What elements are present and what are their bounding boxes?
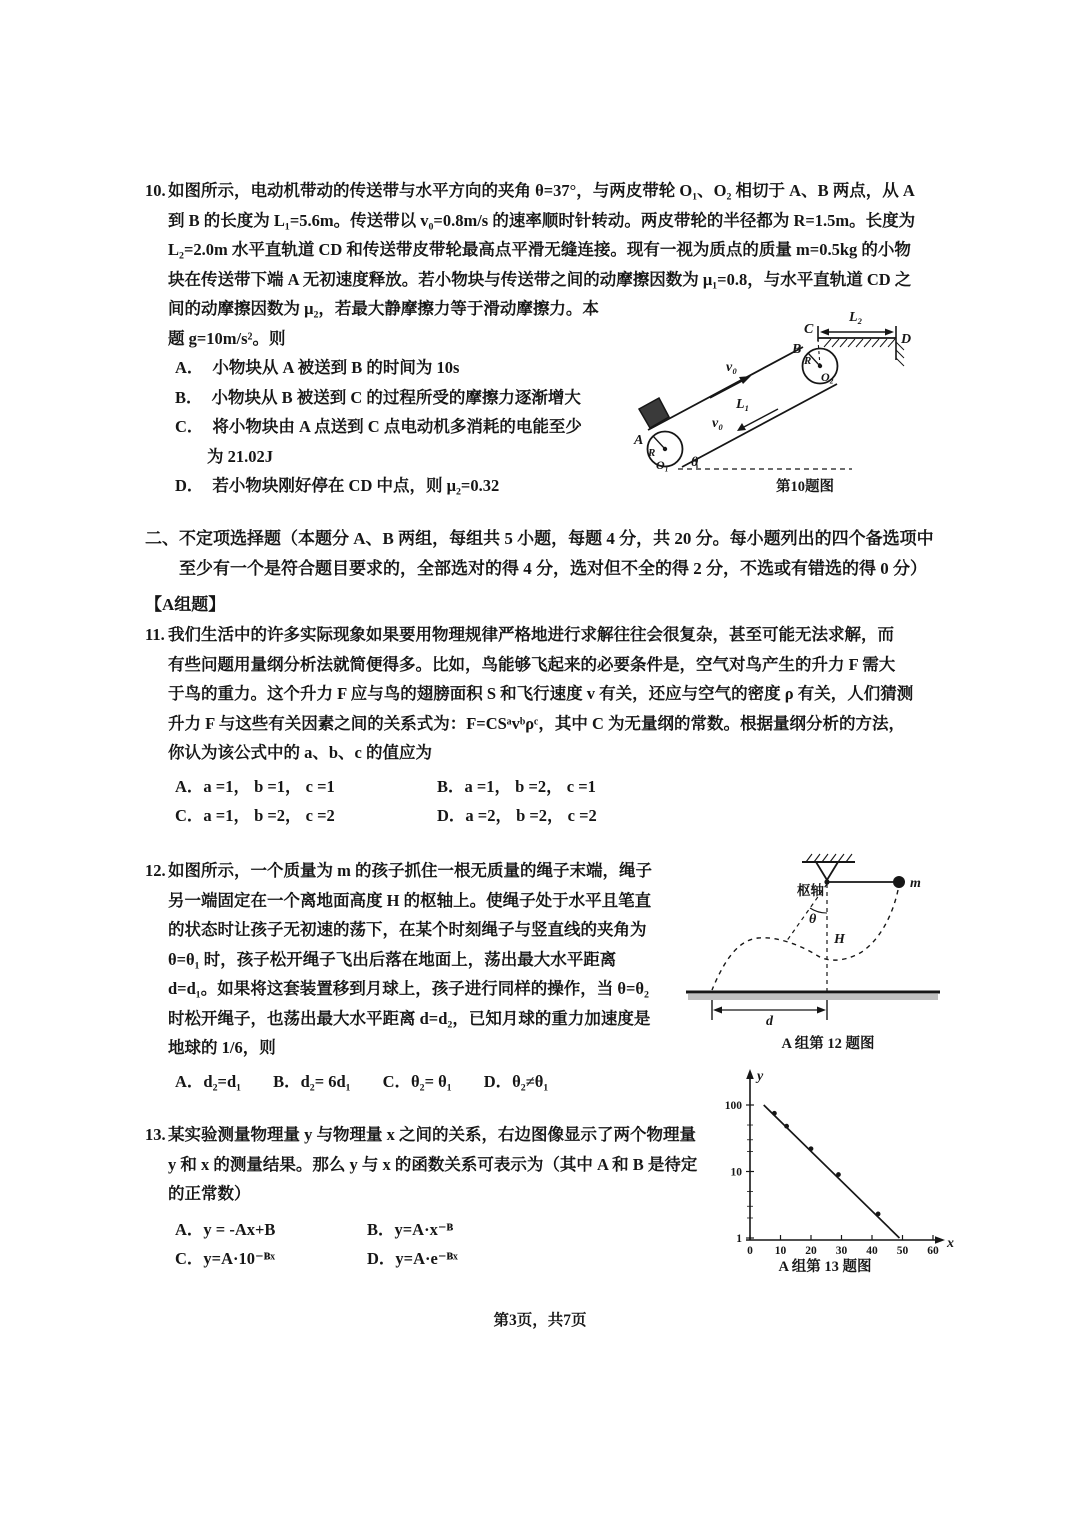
group-a-heading: 【A组题】 [145, 595, 226, 614]
svg-text:50: 50 [896, 1245, 909, 1257]
q11-line-2: 有些问题用量纲分析法就简便得多。比如，鸟能够飞起来的必要条件是，空气对鸟产生的升力 F 需大 [168, 654, 896, 674]
q12-line-4: θ=θ₁ 时，孩子松开绳子飞出后落在地面上，荡出最大水平距离 [168, 949, 617, 969]
conveyor-belt-diagram [600, 300, 950, 500]
section-2-header [145, 524, 960, 583]
label-v0-up: v₀ [726, 360, 738, 375]
q10-option-c: C． 将小物块由 A 点送到 C 点电动机多消耗的电能至少 [175, 417, 582, 436]
section-2-line-2: 至少有一个是符合题目要求的，全部选对的得 4 分，选对但不全的得 2 分，不选或有错选的得 0 分） [179, 558, 927, 578]
label-v0-down: v₀ [712, 416, 724, 431]
q13-figure [713, 1063, 958, 1280]
svg-text:10: 10 [730, 1166, 742, 1179]
q10-line-6: 题 g=10m/s²。则 [168, 328, 286, 348]
q11-line-1: 11. 我们生活中的许多实际现象如果要用物理规律严格地进行求解往往会很复杂，甚至可能无法求解，而 [145, 620, 960, 650]
svg-text:20: 20 [805, 1245, 817, 1257]
q11-line-5: 你认为该公式中的 a、b、c 的值应为 [168, 743, 432, 762]
q10-option-b: B． 小物块从 B 被送到 C 的过程所受的摩擦力逐渐增大 [175, 387, 581, 407]
label-d: d [766, 1014, 773, 1029]
q10-option-c-cont: 为 21.02J [207, 446, 273, 466]
q13-line-2: y 和 x 的测量结果。那么 y 与 x 的函数关系可表示为（其中 A 和 B 是待定 [168, 1154, 698, 1174]
section-2-line-1: 二、不定项选择题（本题分 A、B 两组，每组共 5 小题，每题 4 分，共 20 分。每小题列出的四个备选项中 [145, 529, 934, 548]
svg-text:1: 1 [736, 1233, 742, 1245]
q13-figure-caption: A 组第 13 题图 [778, 1259, 872, 1275]
trajectory-path [712, 890, 898, 990]
swing-diagram [678, 850, 948, 1055]
label-m: m [910, 876, 921, 891]
svg-text:60: 60 [927, 1245, 939, 1257]
q13-line-3: 的正常数） [168, 1184, 251, 1203]
mass-dot [893, 876, 905, 888]
label-L1: L₁ [736, 397, 750, 412]
label-O2: O₂ [821, 370, 834, 384]
q10-line-1: 10. 如图所示，电动机带动的传送带与水平方向的夹角 θ=37°，与两皮带轮 O₁、O₂ 相切于 A、B 两点，从 A [145, 176, 960, 206]
q10-line-2: 到 B 的长度为 L₁=5.6m。传送带以 v₀=0.8m/s 的速率顺时针转动。两皮带轮的半径都为 R=1.5m。长度为 [168, 210, 916, 230]
q12-figure [678, 850, 948, 1060]
q12-option-a: A．d₂=d₁ [175, 1071, 242, 1091]
q13-option-c: C．y=A·10⁻ᴮˣ [175, 1249, 275, 1268]
q11-line-4: 升力 F 与这些有关因素之间的关系式为：F=CSᵃvᵇρᶜ，其中 C 为无量纲的常数。根据量纲分析的方法， [168, 713, 905, 733]
q12-option-b: B．d₂= 6d₁ [273, 1071, 351, 1091]
label-theta2: θ [809, 912, 817, 927]
block-on-belt [639, 398, 669, 428]
label-theta: θ [691, 455, 699, 470]
x-axis-label: x [947, 1236, 954, 1251]
x-axis-arrow [935, 1236, 945, 1244]
q10-figure-caption: 第10题图 [776, 479, 834, 495]
q13-option-a: A．y = -Ax+B [175, 1219, 276, 1239]
q10-line-4: 块在传送带下端 A 无初速度释放。若小物块与传送带之间的动摩擦因数为 μ₁=0.8，与水平直轨道 CD 之 [168, 269, 912, 289]
y-axis-label: y [757, 1069, 764, 1084]
q13-chart [713, 1063, 958, 1275]
q12-line-3: 的状态时让孩子无初速的荡下，在某个时刻绳子与竖直线的夹角为 [168, 920, 647, 939]
q12-line-1: 12. 如图所示，一个质量为 m 的孩子抓住一根无质量的绳子末端，绳子 [145, 856, 690, 886]
q12-line-5: d=d₁。如果将这套装置移到月球上，孩子进行同样的操作，当 θ=θ₂ [168, 979, 649, 998]
svg-text:100: 100 [724, 1100, 742, 1112]
question-13 [145, 1120, 745, 1274]
label-D: D [901, 332, 912, 347]
q12-option-d: D．θ₂≠θ₁ [483, 1071, 549, 1091]
svg-text:40: 40 [866, 1245, 878, 1257]
q11-options-row-2 [145, 801, 960, 831]
question-11 [145, 620, 960, 831]
svg-text:10: 10 [774, 1245, 787, 1257]
label-R2: R [804, 355, 812, 367]
q10-number: 10. [145, 181, 166, 200]
label-R1: R [648, 447, 656, 459]
q13-option-b: B．y=A·x⁻ᴮ [367, 1219, 454, 1239]
label-B: B [792, 342, 802, 357]
q13-number: 13. [145, 1125, 166, 1144]
q12-number: 12. [145, 861, 166, 880]
q11-option-b: B．a =1， b =2， c =1 [437, 776, 596, 796]
label-pivot: 枢轴 [797, 883, 824, 898]
chart-plot-area [725, 1100, 939, 1257]
q11-option-d: D．a =2， b =2， c =2 [437, 806, 597, 825]
page-footer: 第3页，共7页 [493, 1312, 587, 1329]
q12-line-2: 另一端固定在一个离地面高度 H 的枢轴上。使绳子处于水平且笔直 [168, 890, 652, 910]
label-C: C [804, 322, 814, 337]
q12-line-7: 地球的 1/6，则 [168, 1038, 276, 1057]
q11-line-3: 于鸟的重力。这个升力 F 应与鸟的翅膀面积 S 和飞行速度 v 有关，还应与空气的密度 ρ 有关，人们猜测 [168, 684, 914, 703]
label-O1: O₁ [656, 458, 669, 472]
q10-figure [600, 300, 950, 505]
q11-option-c: C．a =1， b =2， c =2 [175, 806, 335, 825]
q12-figure-caption: A 组第 12 题图 [781, 1036, 875, 1052]
label-H: H [834, 932, 845, 947]
q10-option-d: D． 若小物块刚好停在 CD 中点，则 μ₂=0.32 [175, 476, 500, 495]
q10-line-3: L₂=2.0m 水平直轨道 CD 和传送带皮带轮最高点平滑无缝连接。现有一视为质点的质量 m=0.5kg 的小物 [168, 240, 911, 259]
q11-option-a: A．a =1， b =1， c =1 [175, 776, 335, 796]
label-L2: L₂ [849, 310, 863, 325]
svg-text:0: 0 [747, 1245, 753, 1257]
q12-option-c: C．θ₂= θ₁ [382, 1071, 452, 1091]
q13-options-row-2 [145, 1244, 745, 1274]
svg-text:30: 30 [835, 1245, 848, 1257]
q10-line-5: 间的动摩擦因数为 μ₂，若最大静摩擦力等于滑动摩擦力。本 [168, 299, 599, 318]
question-12 [145, 856, 690, 1096]
label-A: A [634, 433, 644, 448]
q12-options-row [145, 1067, 690, 1097]
q10-option-a: A． 小物块从 A 被送到 B 的时间为 10s [175, 358, 460, 377]
q11-number: 11. [145, 625, 165, 644]
q13-line-1: 13. 某实验测量物理量 y 与物理量 x 之间的关系，右边图像显示了两个物理量 [145, 1120, 745, 1150]
q13-options-row-1 [145, 1215, 745, 1245]
y-axis-arrow [746, 1069, 754, 1079]
q11-options-row-1 [145, 772, 960, 802]
q13-option-d: D．y=A·e⁻ᴮˣ [367, 1249, 458, 1268]
q12-line-6: 时松开绳子，也荡出最大水平距离 d=d₂，已知月球的重力加速度是 [168, 1008, 651, 1028]
